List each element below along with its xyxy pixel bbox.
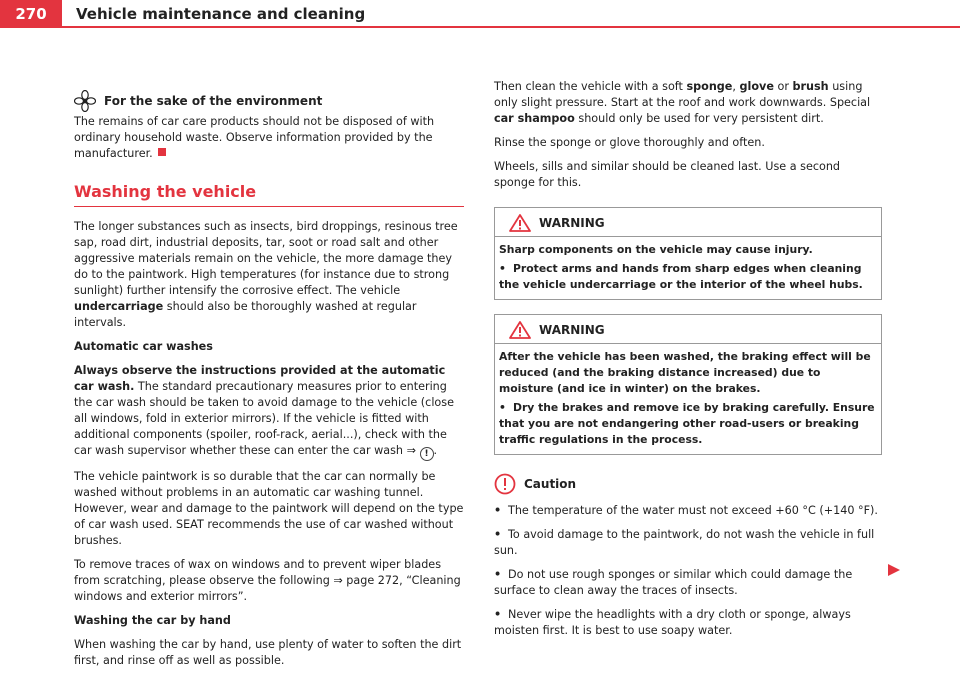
caution-icon [494,473,516,495]
warning-bullet: • Dry the brakes and remove ice by braking carefully. Ensure that you are not endangering other road-users or breaking traffic regulations in the process. [499,400,877,448]
warning-triangle-icon [509,214,531,232]
warning-title: WARNING [539,216,605,230]
warning-lead: After the vehicle has been washed, the braking effect will be reduced (and the braking distance increased) due to moisture (and ice in winter) on the brakes. [499,350,871,395]
page-number: 270 [0,0,62,28]
caution-heading [494,473,882,495]
hand-wash-paragraph: When washing the car by hand, use plenty of water to soften the dirt first, and rinse off as well as possible. [74,638,462,667]
environment-heading [74,90,464,112]
warning-title: WARNING [539,323,605,337]
rinse-paragraph: Rinse the sponge or glove thoroughly and often. [494,136,765,149]
environment-text: The remains of car care products should not be disposed of with ordinary household waste. Observe information provided by the manufacturer. [74,115,435,160]
paint-paragraph: The vehicle paintwork is so durable that the car can normally be washed without problems in an automatic car washing tunnel. However, wear and damage to the paintwork will depend on the type of car wash used. SEAT recommends the use of car washed without brushes. [74,470,464,547]
caution-title: Caution [524,477,577,491]
page-ref-link[interactable]: ⇒ page 272, “Cleaning windows and exterior mirrors”. [74,574,461,603]
warning-triangle-icon [509,321,531,339]
arrow-icon: ⇒ [406,444,416,457]
caution-item: • To avoid damage to the paintwork, do not wash the vehicle in full sun. [494,527,882,559]
section-title: Washing the vehicle [74,184,464,207]
hand-wash-heading: Washing the car by hand [74,614,231,627]
warning-bullet: • Protect arms and hands from sharp edges when cleaning the vehicle undercarriage or the interior of the wheel hubs. [499,261,877,293]
header-rule [62,26,960,28]
page-header [0,0,960,28]
wheels-paragraph: Wheels, sills and similar should be cleaned last. Use a second sponge for this. [494,160,841,189]
warning-box-1 [494,207,882,300]
sponge-paragraph: Then clean the vehicle with a soft sponge, glove or brush using only slight pressure. Start at the roof and work downwards. Special car shampoo should only be used for very persistent dirt. [494,80,871,125]
intro-paragraph: The longer substances such as insects, bird droppings, resinous tree sap, road dirt, industrial deposits, tar, soot or road salt and other aggressive materials remain on the vehicle, the more damage they do to the paintwork. High temperatures (for instance due to strong sunlight) further intensify the corrosive effect. The vehicle undercarriage should also be thoroughly washed at regular intervals. [74,220,458,329]
chapter-title: Vehicle maintenance and cleaning [76,5,366,23]
warning-box-2 [494,314,882,455]
wax-paragraph: To remove traces of wax on windows and to prevent wiper blades from scratching, please observe the following ⇒ page 272, “Cleaning windows and exterior mirrors”. [74,558,461,603]
caution-item: • Do not use rough sponges or similar which could damage the surface to clean away the traces of insects. [494,567,882,599]
caution-ref-icon[interactable]: ! [420,447,434,461]
warning-lead: Sharp components on the vehicle may cause injury. [499,243,813,256]
caution-item: • Never wipe the headlights with a dry cloth or sponge, always moisten first. It is best to use soapy water. [494,607,882,639]
continue-arrow-icon [887,563,901,577]
left-column [74,90,464,669]
right-column [494,79,882,639]
auto-wash-paragraph: Always observe the instructions provided at the automatic car wash. The standard precautionary measures prior to entering the car wash should be taken to avoid damage to the vehicle (close all windows, fold in exterior mirrors). If the vehicle is fitted with additional components (spoiler, roof-rack, aerial...), check with the car wash supervisor whether these can enter the car wash ⇒ ! . [74,364,454,459]
caution-item: • The temperature of the water must not exceed +60 °C (+140 °F). [494,503,882,519]
flower-icon [74,90,96,112]
end-mark-icon [158,148,166,156]
environment-title: For the sake of the environment [104,94,323,108]
auto-wash-heading: Automatic car washes [74,340,213,353]
